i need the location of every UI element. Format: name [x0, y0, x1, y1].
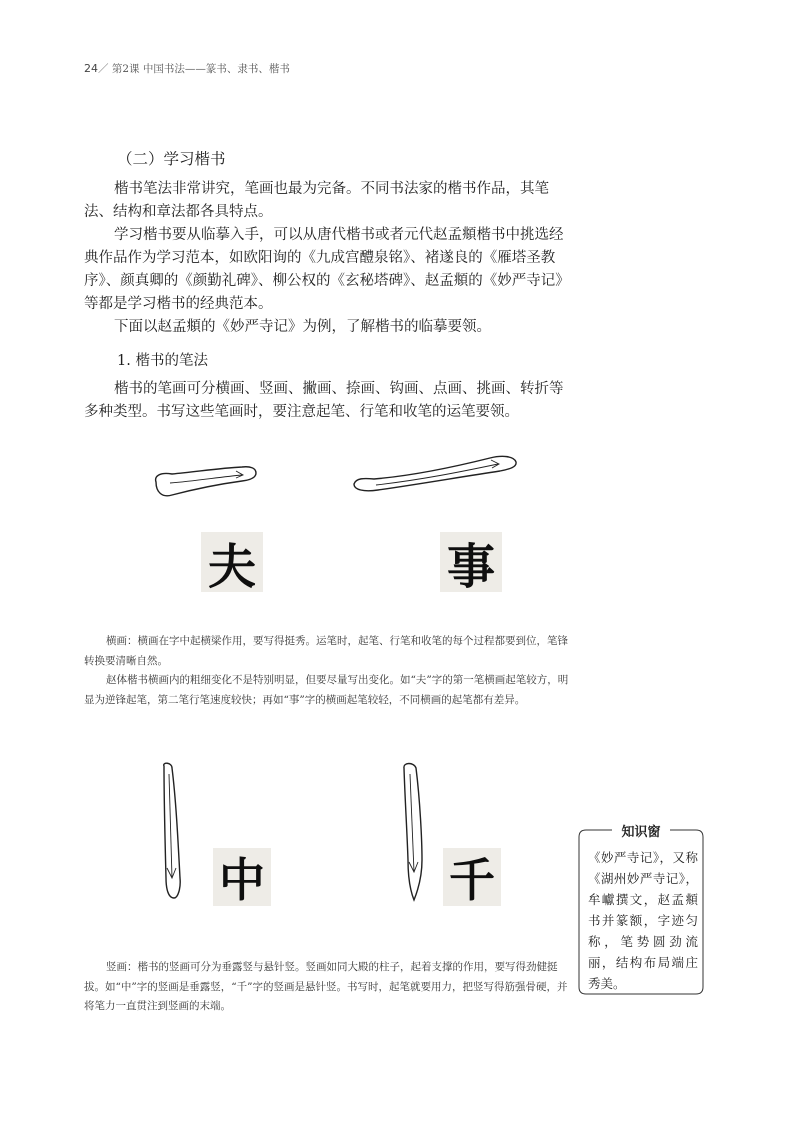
char-sample-zhong: 中 [213, 848, 271, 906]
knowledge-box [578, 825, 704, 995]
paragraph: 学习楷书要从临摹入手，可以从唐代楷书或者元代赵孟頫楷书中挑选经典作品作为学习范本，如欧阳询的《九成宫醴泉铭》、褚遂良的《雁塔圣教序》、颜真卿的《颜勤礼碑》、柳公权的《玄秘塔碑》、赵孟頫的《妙严寺记》等都是学习楷书的经典范本。 [84, 227, 570, 312]
header-separator: ／ [98, 63, 109, 75]
char-sample-fu: 夫 [201, 532, 263, 592]
paragraph: 楷书笔法非常讲究，笔画也最为完备。不同书法家的楷书作品，其笔法、结构和章法都各具特点。 [84, 181, 549, 220]
page-number: 24 [84, 62, 98, 75]
caption-text: 赵体楷书横画内的粗细变化不是特别明显，但要尽量写出变化。如“夫”字的第一笔横画起笔较方，明显为逆锋起笔，第二笔行笔速度较快；再如“事”字的横画起笔较轻，不同横画的起笔都有差异。 [84, 674, 569, 706]
caption-text: 横画：横画在字中起横梁作用，要写得挺秀。运笔时，起笔、行笔和收笔的每个过程都要到位，笔锋转换要清晰自然。 [84, 635, 568, 667]
knowledge-box-title: 知识窗 [621, 825, 661, 840]
char-sample-shi: 事 [440, 532, 502, 592]
subsection-text [84, 378, 570, 424]
horizontal-caption [84, 632, 570, 710]
suspended-needle-vertical-stroke-diagram [400, 760, 430, 902]
short-horizontal-stroke-diagram [150, 458, 262, 502]
paragraph: 下面以赵孟頫的《妙严寺记》为例，了解楷书的临摹要领。 [114, 319, 491, 335]
running-header [84, 61, 290, 76]
paragraph: 楷书的笔画可分横画、竖画、撇画、捺画、钩画、点画、挑画、转折等多种类型。书写这些笔画时，要注意起笔、行笔和收笔的运笔要领。 [84, 381, 564, 420]
subsection-title: 1. 楷书的笔法 [117, 353, 208, 369]
long-horizontal-stroke-diagram [350, 450, 522, 496]
knowledge-box-text: 《妙严寺记》，又称《湖州妙严寺记》，牟巘撰文，赵孟頫书并篆额，字迹匀称，笔势圆劲流丽，结构布局端庄秀美。 [588, 850, 698, 991]
section-title: （二）学习楷书 [117, 150, 226, 168]
char-sample-qian: 千 [443, 848, 501, 906]
vertical-caption [84, 958, 570, 1017]
intro-text [84, 178, 570, 339]
lesson-title: 第2课 中国书法——篆书、隶书、楷书 [111, 63, 290, 75]
caption-text: 竖画：楷书的竖画可分为垂露竖与悬针竖。竖画如同大殿的柱子，起着支撑的作用，要写得劲健挺拔。如“中”字的竖画是垂露竖，“千”字的竖画是悬针竖。书写时，起笔就要用力，把竖写得筋强骨硬，并将笔力一直贯注到竖画的末端。 [84, 961, 568, 1012]
hanging-dew-vertical-stroke-diagram [158, 760, 192, 902]
